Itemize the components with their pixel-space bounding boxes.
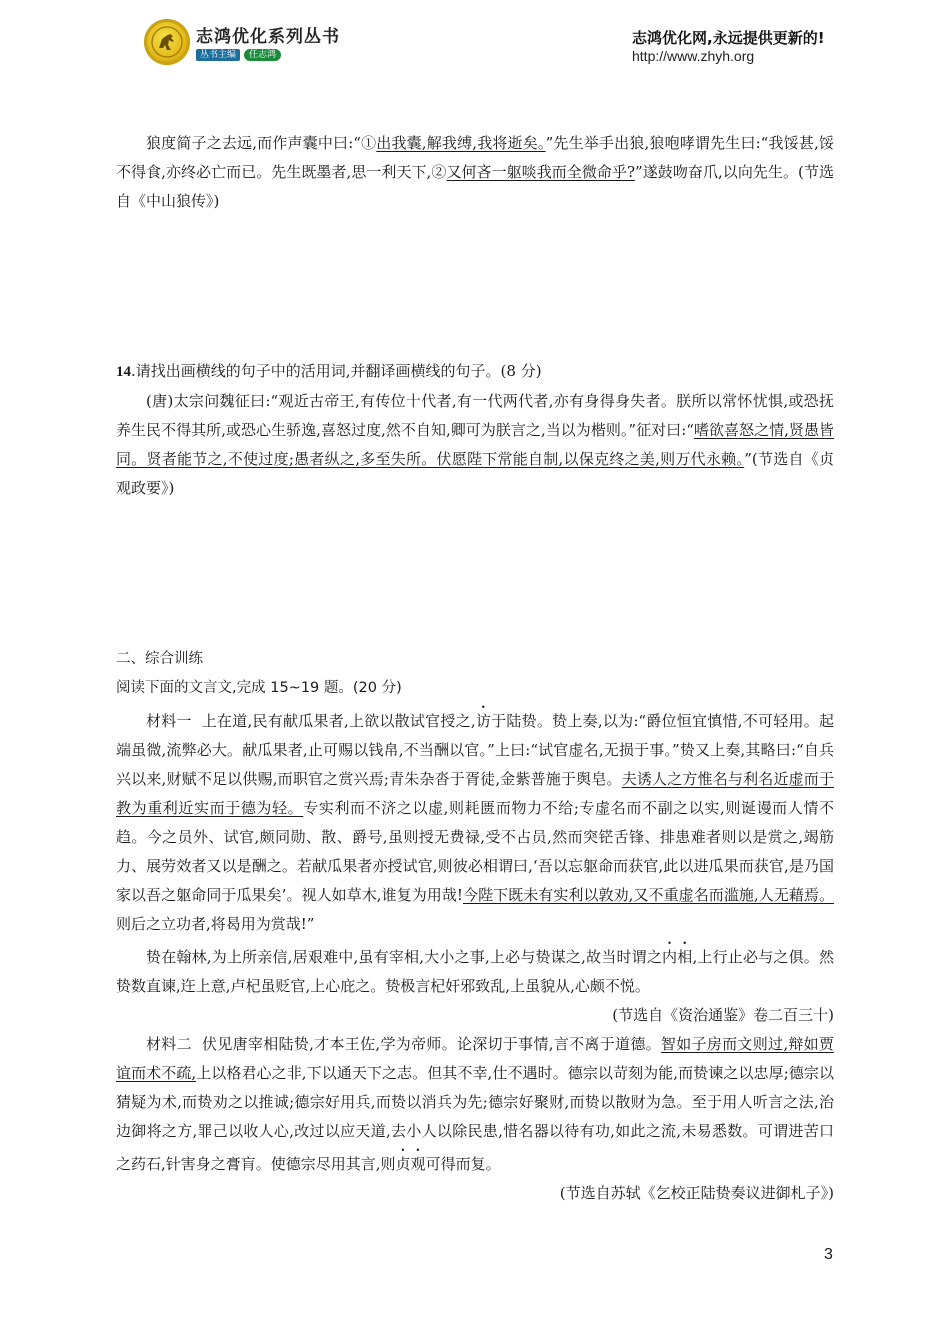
emphasized-word: 访 (475, 712, 492, 730)
material-source: (节选自《资治通鉴》卷二百三十) (612, 1006, 834, 1024)
underlined-sentence: 又何吝一躯啖我而全微命乎? (446, 163, 636, 181)
material-source: (节选自苏轼《乞校正陆贽奏议进御札子》) (559, 1184, 834, 1202)
section-title: 二、综合训练 (116, 651, 203, 667)
question-passage: (唐)太宗问魏征曰:“观近古帝王,有传位十代者,有一代两代者,亦有身得身失者。朕所以常怀忧惧,或恐抚养生民不得其所,或恐心生骄逸,喜怒过度,然不自知,卿可为朕言之,当以为楷则。”征对曰:“嗜欲喜怒之情,贤愚皆同。贤者能节之,不使过度;愚者纵之,多至失所。伏愿陛下常能自制,以保克终之美,则万代永赖。”(节选自《贞观政要》) (116, 392, 834, 497)
underlined-sentence: 出我囊,解我缚,我将逝矣。 (376, 134, 546, 152)
series-editor (196, 47, 281, 60)
site-slogan: 志鸿优化网,永远提供更新的! (632, 29, 825, 47)
circled-number: ② (431, 163, 447, 181)
question-prompt: 14.请找出画横线的句子中的活用词,并翻译画横线的句子。(8 分) (116, 362, 542, 380)
passage-zhongshan-wolf (116, 129, 834, 216)
editor-name: 任志鸿 (244, 49, 281, 61)
site-url-link[interactable]: http://www.zhyh.org (632, 48, 755, 64)
material-label: 材料一 (146, 712, 192, 730)
question-number: 14 (116, 364, 131, 380)
underlined-sentence: 愚者纵之,多至失所。伏愿陛下常能自制,以保克终之美,则万代永赖。 (293, 450, 745, 468)
material-one-paragraph: 材料一 上在道,民有献瓜果者,上欲以散试官授之,访于陆贽。贽上奏,以为:“爵位恒宜慎惜,不可轻用。起端虽微,流弊必大。献瓜果者,止可赐以钱帛,不当酬以官。”上曰:“试官虚名,无损于事。”贽又上奏,其略曰:“自兵兴以来,财赋不足以供赐,而职官之赏兴焉;青朱杂沓于胥徒,金紫普施于舆皂。夫诱人之方惟名与利名近虚而于教为重利近实而于德为轻。专实利而不济之以虚,则耗匮而物力不给;专虚名而不副之以实,则诞谩而人情不趋。今之员外、试官,颇同勋、散、爵号,虽则授无费禄,受不占员,然而突铓舌锋、排患难者则以是赏之,竭筋力、展劳效者又以是酬之。若献瓜果者亦授试官,则彼必相谓曰,‘吾以忘躯命而获官,此以进瓜果而获官,是乃国家以吾之躯命同于瓜果矣’。视人如草木,谁复为用哉!今陛下既未有实利以敦劝,又不重虚名而滥施,人无藉焉。则后之立功者,将曷用为赏哉!” (116, 712, 834, 933)
section-comprehensive-training (116, 645, 834, 1208)
horse-emblem-icon (151, 26, 183, 58)
emphasized-word: 贞观 (395, 1155, 426, 1173)
circled-number: ① (360, 134, 377, 152)
page-number: 3 (824, 1246, 833, 1263)
underlined-sentence: 嗜欲喜怒之情,贤愚皆同。贤者能节之,不使过度; (116, 421, 834, 468)
section-instruction: 阅读下面的文言文,完成 15~19 题。(20 分) (116, 680, 402, 696)
passage-paragraph: 狼度简子之去远,而作声囊中曰:“①出我囊,解我缚,我将逝矣。”先生举手出狼,狼咆哮谓先生曰:“我馁甚,馁不得食,亦终必亡而已。先生既墨者,思一利天下,②又何吝一躯啖我而全微命乎?”遂鼓吻奋爪,以向先生。(节选自《中山狼传》) (116, 134, 834, 210)
editor-label: 丛书主编 (196, 49, 240, 61)
underlined-sentence: 智如子房而文则过,辩如贾谊而术不疏, (116, 1035, 834, 1082)
material-two-paragraph: 材料二 伏见唐宰相陆贽,才本王佐,学为帝师。论深切于事情,言不离于道德。智如子房而文则过,辩如贾谊而术不疏,上以格君心之非,下以通天下之志。但其不幸,仕不遇时。德宗以苛刻为能,而贽谏之以忠厚;德宗以猜疑为术,而贽劝之以推诚;德宗好用兵,而贽以消兵为先;德宗好聚财,而贽以散财为急。至于用人听言之法,治边御将之方,罪己以收人心,改过以应天道,去小人以除民患,惜名器以待有功,如此之流,未易悉数。可谓进苦口之药石,针害身之膏肓。使德宗尽用其言,则贞观可得而复。 (116, 1035, 834, 1173)
publisher-logo (144, 19, 190, 65)
series-title: 志鸿优化系列丛书 (196, 27, 340, 47)
material-one-paragraph: 贽在翰林,为上所亲信,居艰难中,虽有宰相,大小之事,上必与贽谋之,故当时谓之内相,上行止必与之俱。然贽数直谏,迕上意,卢杞虽贬官,上心庇之。贽极言杞奸邪致乱,上虽貌从,心颇不悦。 (116, 948, 834, 995)
underlined-sentence: 夫诱人之方惟名与利名近虚而于教为重利近实而于德为轻。 (116, 770, 834, 817)
underlined-sentence: 今陛下既未有实利以敦劝,又不重虚名而滥施,人无藉焉。 (462, 886, 834, 904)
page-header (0, 0, 950, 80)
material-label: 材料二 (146, 1035, 192, 1053)
emphasized-word: 内相 (662, 948, 693, 966)
question-14 (116, 357, 834, 503)
